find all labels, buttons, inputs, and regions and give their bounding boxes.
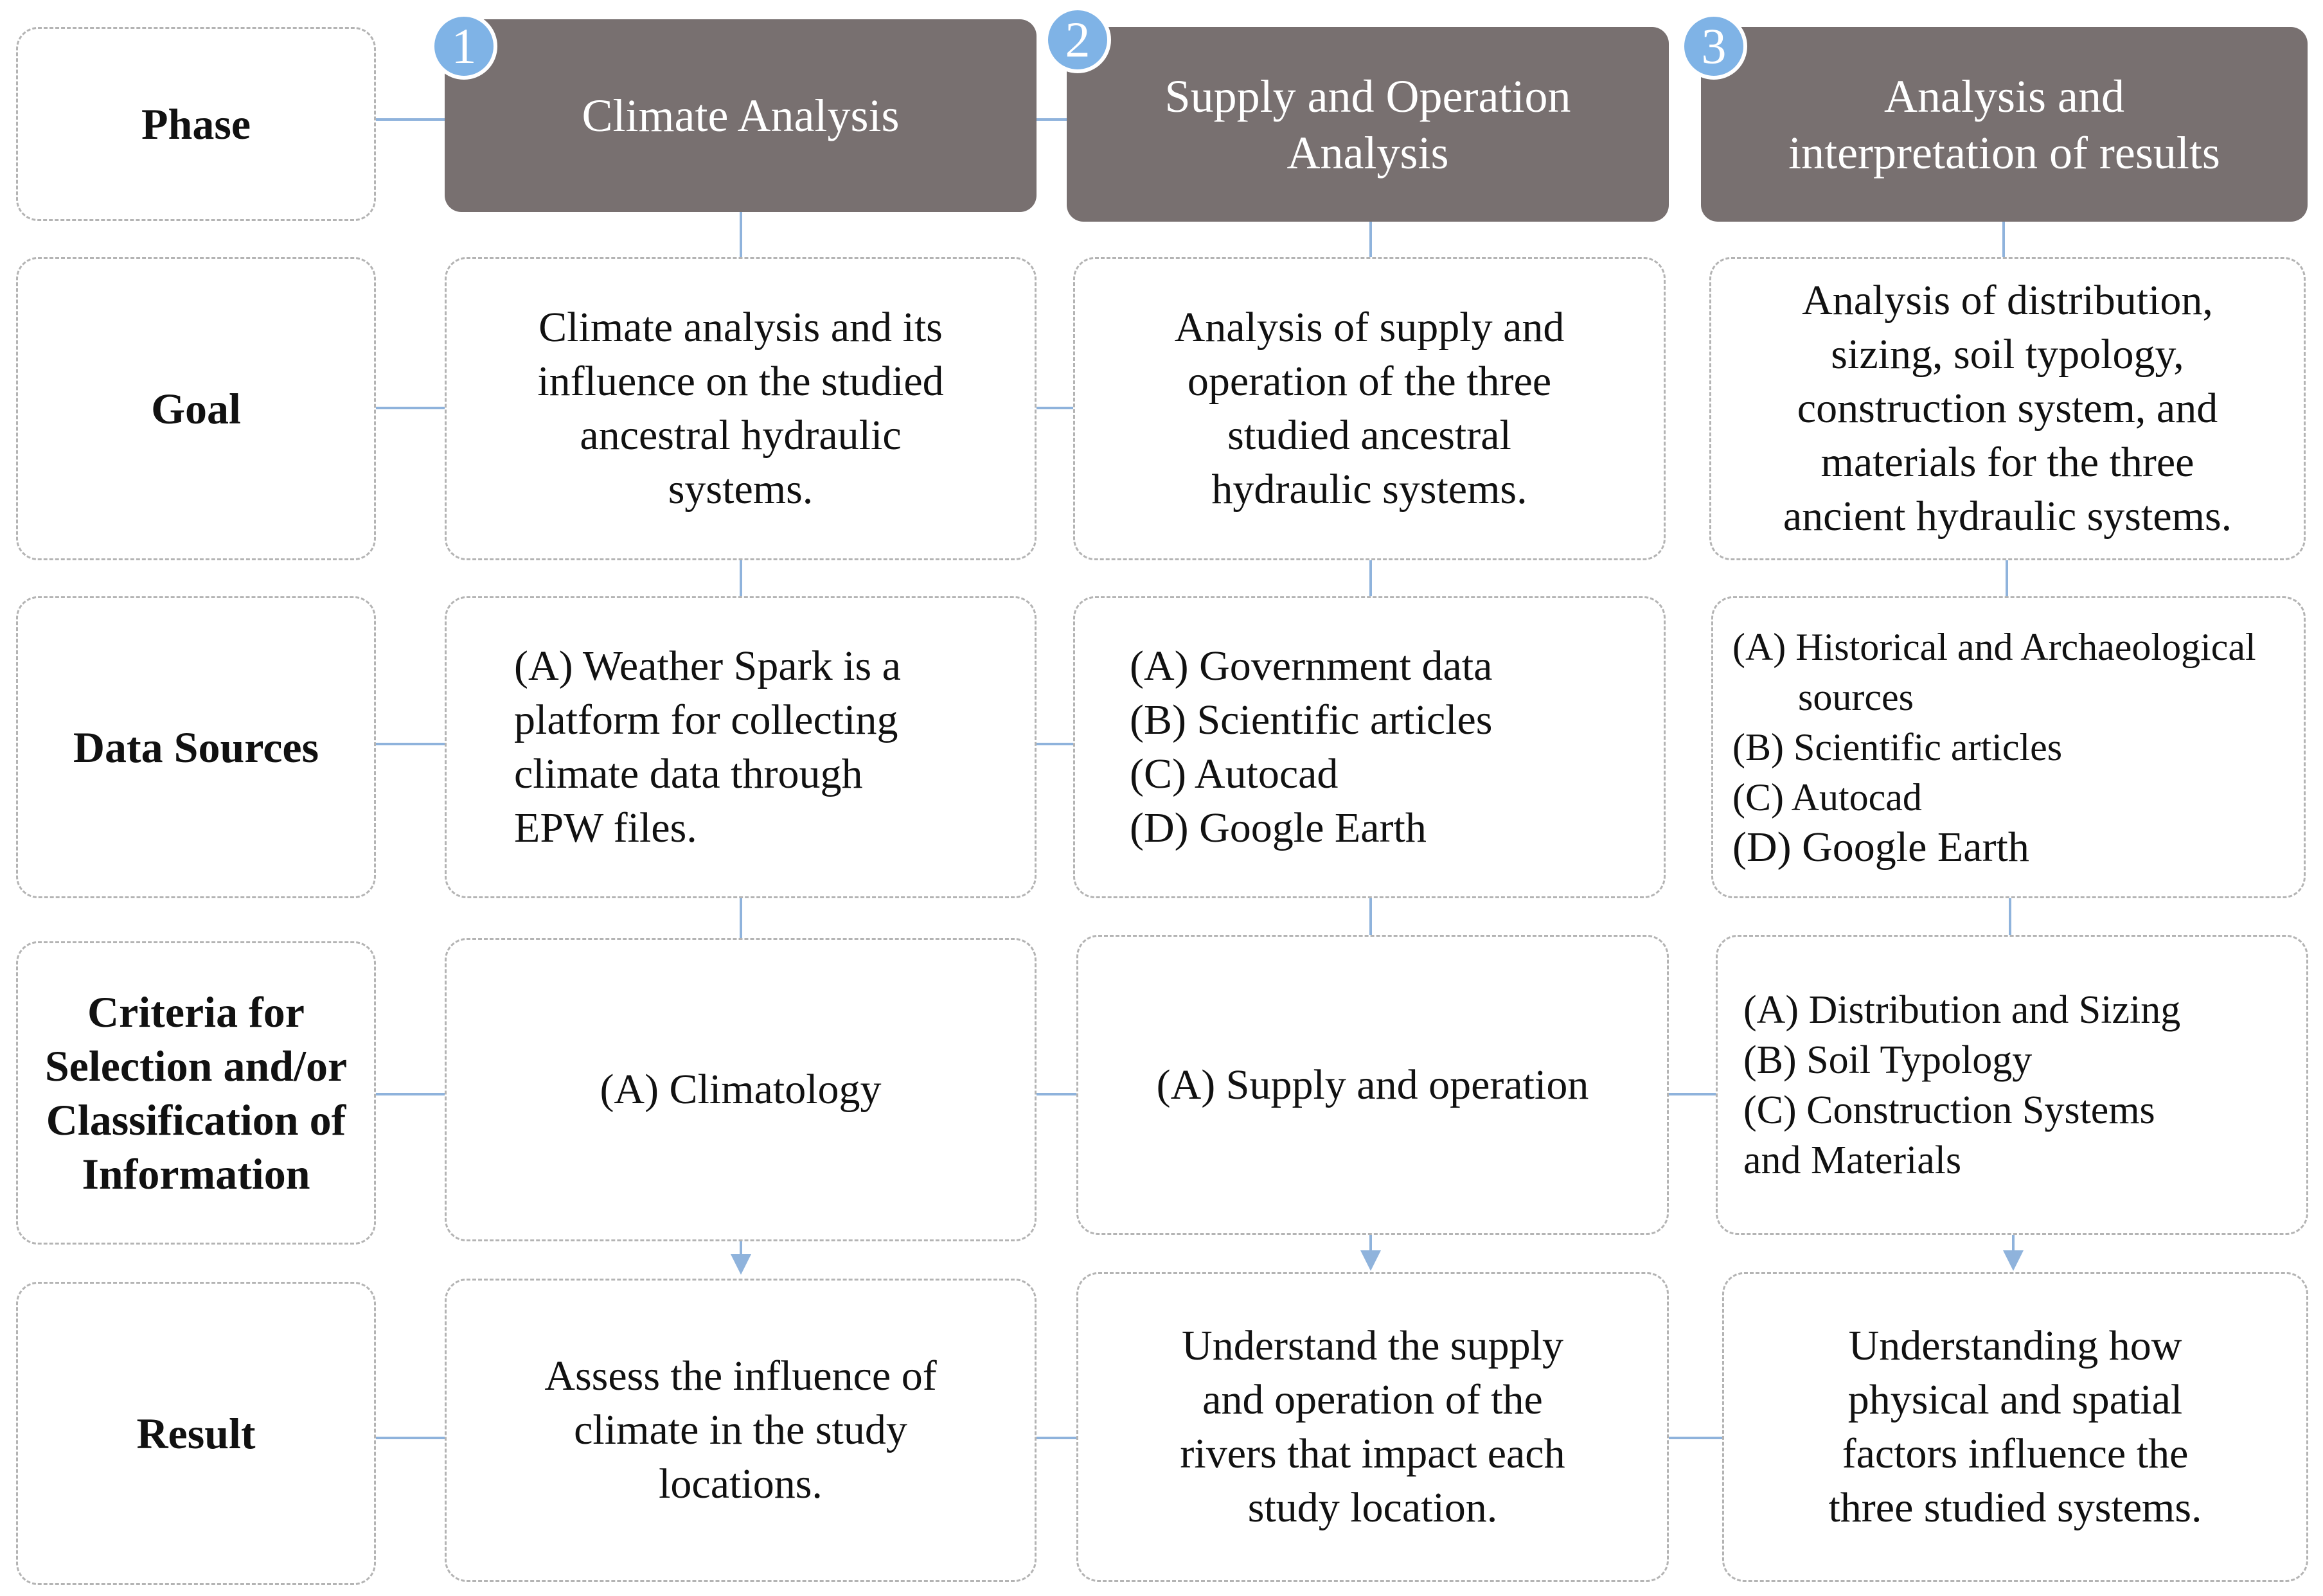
goal-cell-1 bbox=[445, 257, 1037, 560]
result-cell-3 bbox=[1722, 1272, 2308, 1582]
row-label-data-sources bbox=[16, 596, 376, 898]
result-2-line: rivers that impact each bbox=[1180, 1430, 1565, 1477]
phase-number-badge-1 bbox=[431, 13, 497, 80]
goal-3-line: sizing, soil typology, bbox=[1831, 331, 2184, 378]
row-label-data-sources-text: Data Sources bbox=[73, 723, 319, 772]
result-1-line: Assess the influence of bbox=[544, 1352, 937, 1399]
row-label-criteria bbox=[16, 941, 376, 1245]
goal-2-line: hydraulic systems. bbox=[1211, 466, 1527, 513]
result-3-line: three studied systems. bbox=[1828, 1484, 2202, 1531]
goal-2-line: Analysis of supply and bbox=[1174, 304, 1565, 351]
result-3-line: Understanding how bbox=[1848, 1322, 2182, 1369]
phase-header-3-line: Analysis and bbox=[1884, 70, 2124, 122]
row-label-criteria-line: Selection and/or bbox=[44, 1042, 348, 1090]
goal-3-line: Analysis of distribution, bbox=[1802, 277, 2213, 324]
goal-3-line: materials for the three bbox=[1820, 439, 2194, 486]
data-sources-2-list bbox=[1130, 639, 1492, 855]
phase-header-2 bbox=[1067, 27, 1669, 222]
phase-header-1 bbox=[445, 19, 1037, 212]
phase-number-badge-2 bbox=[1044, 6, 1111, 73]
goal-1-line: systems. bbox=[668, 466, 814, 513]
phase-header-2-line: Supply and Operation bbox=[1164, 70, 1571, 122]
phase-header-2-line: Analysis bbox=[1286, 127, 1449, 179]
data-source-item: (C) Autocad bbox=[1732, 776, 1922, 819]
row-label-criteria-line: Criteria for bbox=[87, 988, 305, 1036]
phase-header-1-line: Climate Analysis bbox=[582, 90, 900, 141]
row-label-phase-text: Phase bbox=[141, 100, 251, 148]
data-source-item: (B) Scientific articles bbox=[1130, 696, 1493, 743]
goal-2-line: operation of the three bbox=[1187, 358, 1552, 405]
data-sources-1-text bbox=[514, 639, 901, 855]
result-2-line: and operation of the bbox=[1202, 1376, 1543, 1423]
result-1-line: climate in the study bbox=[574, 1406, 907, 1453]
row-label-goal bbox=[16, 257, 376, 560]
row-label-result-text: Result bbox=[136, 1409, 256, 1458]
criteria-item: (B) Soil Typology bbox=[1743, 1038, 2033, 1082]
criteria-3-list bbox=[1743, 985, 2180, 1185]
goal-3-line: ancient hydraulic systems. bbox=[1783, 493, 2232, 540]
goal-1-line: ancestral hydraulic bbox=[580, 412, 902, 459]
row-label-phase bbox=[16, 27, 376, 221]
goal-1-line: influence on the studied bbox=[537, 358, 944, 405]
criteria-item: (C) Construction Systems bbox=[1743, 1088, 2155, 1132]
goal-2-line: studied ancestral bbox=[1227, 412, 1511, 459]
data-source-item: (B) Scientific articles bbox=[1732, 726, 2063, 768]
data-sources-cell-2 bbox=[1073, 596, 1666, 898]
criteria-2-text: (A) Supply and operation bbox=[1156, 1061, 1589, 1108]
phase-number-badge-3 bbox=[1680, 13, 1747, 80]
goal-cell-2 bbox=[1073, 257, 1666, 560]
data-sources-1-line: platform for collecting bbox=[514, 696, 898, 743]
data-sources-1-line: (A) Weather Spark is a bbox=[514, 643, 901, 689]
result-2-line: Understand the supply bbox=[1182, 1322, 1563, 1369]
result-1-line: locations. bbox=[659, 1460, 823, 1507]
data-source-item: (D) Google Earth bbox=[1732, 824, 2029, 871]
phase-number-1: 1 bbox=[451, 18, 477, 74]
phase-number-2: 2 bbox=[1065, 12, 1090, 67]
goal-1-line: Climate analysis and its bbox=[538, 304, 943, 351]
criteria-cell-3 bbox=[1716, 935, 2308, 1235]
result-3-line: physical and spatial bbox=[1847, 1376, 2183, 1423]
goal-3-line: construction system, and bbox=[1797, 385, 2218, 432]
criteria-cell-2 bbox=[1076, 935, 1669, 1235]
criteria-cell-1 bbox=[445, 938, 1037, 1241]
row-label-goal-text: Goal bbox=[151, 384, 241, 433]
goal-cell-3 bbox=[1709, 257, 2306, 560]
phase-number-3: 3 bbox=[1701, 18, 1727, 74]
phase-header-3-line: interpretation of results bbox=[1788, 127, 2220, 179]
result-cell-2 bbox=[1076, 1272, 1669, 1582]
phase-header-3 bbox=[1701, 27, 2308, 222]
data-sources-cell-3 bbox=[1711, 596, 2306, 898]
row-label-criteria-line: Classification of bbox=[46, 1095, 346, 1144]
criteria-item: (A) Distribution and Sizing bbox=[1743, 988, 2181, 1032]
criteria-item: and Materials bbox=[1743, 1138, 1962, 1182]
data-source-item: (A) Historical and Archaeological sources bbox=[1732, 626, 2256, 718]
row-label-criteria-line: Information bbox=[82, 1149, 310, 1198]
data-sources-3-list bbox=[1732, 622, 2274, 873]
result-cell-1 bbox=[445, 1279, 1037, 1582]
data-source-item: (C) Autocad bbox=[1130, 750, 1339, 797]
row-label-result bbox=[16, 1282, 376, 1585]
criteria-1-text: (A) Climatology bbox=[600, 1066, 882, 1113]
data-sources-cell-1 bbox=[445, 596, 1037, 898]
data-source-item: (D) Google Earth bbox=[1130, 804, 1427, 851]
result-2-line: study location. bbox=[1247, 1484, 1498, 1531]
data-sources-1-line: EPW files. bbox=[514, 804, 697, 851]
result-3-line: factors influence the bbox=[1842, 1430, 2189, 1477]
data-sources-1-line: climate data through bbox=[514, 750, 863, 797]
data-source-item: (A) Government data bbox=[1130, 643, 1493, 689]
